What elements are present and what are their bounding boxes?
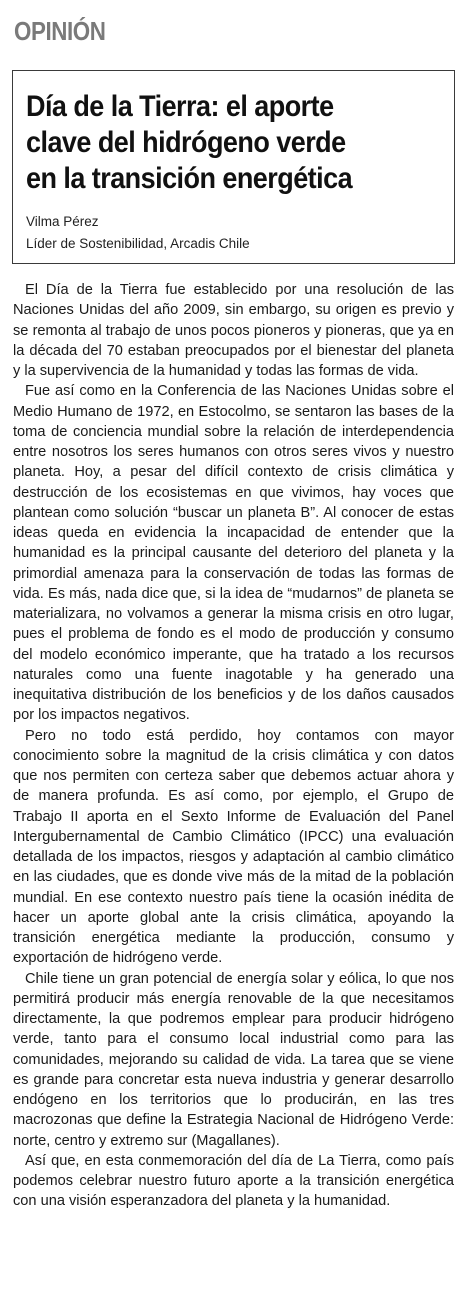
- title-line: clave del hidrógeno verde: [26, 126, 346, 159]
- paragraph: Así que, en esta conmemoración del día de La Tierra, como país podemos celebrar nuestro futuro aporte a la transición energética con una visión esperanzadora del planeta y la humanidad.: [13, 1152, 454, 1210]
- author-name: Vilma Pérez: [26, 214, 99, 229]
- article-header: [12, 70, 455, 264]
- paragraph: Pero no todo está perdido, hoy contamos con mayor conocimiento sobre la magnitud de la crisis climática y con datos que nos permiten con certeza saber que debemos actuar ahora y de manera profunda. Es así como, por ejemplo, el Grupo de Trabajo II aporta en el Sexto Informe de Evaluación del Panel Intergubernamental de Cambio Climático (IPCC) una evaluación detallada de los impactos, riesgos y adaptación al cambio climático en las ciudades, que es donde vive más de la mitad de la población mundial. En ese contexto nuestro país tiene la ocasión inédita de hacer un aporte global ante la crisis climática, apoyando la transición energética mediante la producción, consumo y exportación de hidrógeno verde.: [13, 727, 454, 967]
- paragraph: Fue así como en la Conferencia de las Naciones Unidas sobre el Medio Humano de 1972, en Estocolmo, se sentaron las bases de la toma de conciencia mundial sobre la relación de interdependencia entre nosotros los seres humanos con otros seres vivos y nuestro planeta. Hoy, a pesar del difícil contexto de crisis climática y destrucción de los ecosistemas en que vivimos, hay voces que plantean como solución “buscar un planeta B”. Al conocer de estas ideas queda en evidencia la incapacidad de entender que la humanidad es la principal causante del deterioro del planeta y la primordial amenaza para la conservación de todas las formas de vida. Es más, nada dice que, si la idea de “mudarnos” de planeta se materializara, no volvamos a generar la misma crisis en otro lugar, pues el problema de fondo es el modo de producción y consumo del modelo económico imperante, que ha tratado a los recursos naturales como una fuente inagotable y ha generado una inequitativa distribución de los beneficios y de los daños causados por los impactos negativos.: [13, 383, 454, 724]
- article-body: [13, 280, 454, 1212]
- author-role: Líder de Sostenibilidad, Arcadis Chile: [26, 236, 250, 251]
- paragraph: Chile tiene un gran potencial de energía solar y eólica, lo que nos permitirá producir más energía renovable de la que necesitamos directamente, la que podremos emplear para producir hidrógeno verde, tanto para el consumo local industrial como para las comunidades, mejorando su calidad de vida. La tarea que se viene es grande para concretar esta nueva industria y generar desarrollo endógeno en los territorios que lo producirán, en las tres macrozonas que define la Estrategia Nacional de Hidrógeno Verde: norte, centro y extremo sur (Magallanes).: [13, 970, 454, 1149]
- title-line: Día de la Tierra: el aporte: [26, 90, 334, 123]
- paragraph: El Día de la Tierra fue establecido por una resolución de las Naciones Unidas del año 2009, sin embargo, su origen es previo y se remonta al trabajo de unos pocos pioneros y pioneras, que ya en la década del 70 estaban preocupados por el bienestar del planeta y la supervivencia de la humanidad y todas las formas de vida.: [13, 282, 454, 379]
- title-line: en la transición energética: [26, 162, 353, 195]
- article-title: [26, 89, 352, 197]
- author-byline: [26, 211, 250, 255]
- section-label: OPINIÓN: [14, 16, 106, 46]
